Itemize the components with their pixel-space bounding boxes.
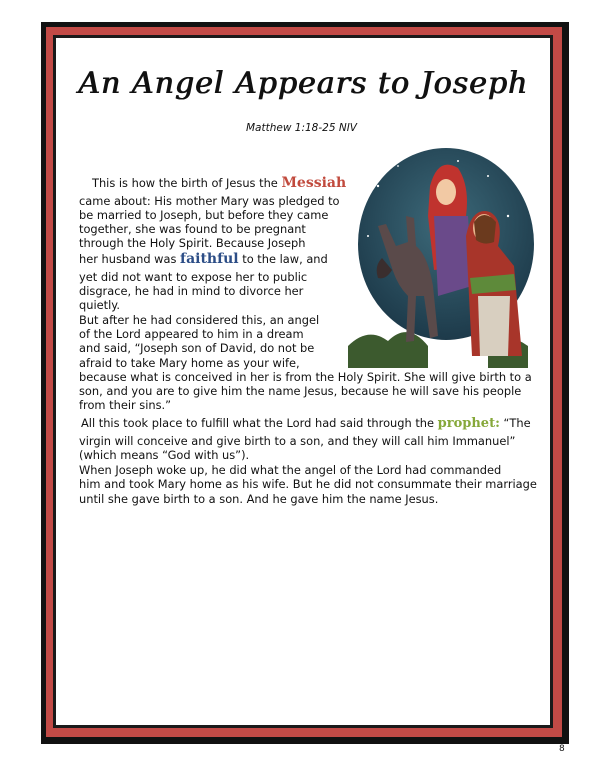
paragraph-line: quietly. (79, 298, 120, 312)
keyword-messiah: Messiah (281, 175, 347, 191)
paragraph-line: disgrace, he had in mind to divorce her (79, 284, 304, 298)
keyword-faithful: faithful (180, 251, 239, 267)
paragraph-line: yet did not want to expose her to public (79, 270, 308, 284)
paragraph-line: This is how the birth of Jesus the Messiah (92, 175, 347, 191)
paragraph-line: When Joseph woke up, he did what the angel of the Lord had commanded (79, 463, 502, 477)
paragraph-line: together, she was found to be pregnant (79, 222, 306, 236)
paragraph-line: him and took Mary home as his wife. But he did not consummate their marriage (79, 477, 537, 491)
paragraph-line: be married to Joseph, but before they came (79, 208, 329, 222)
joseph-mary-donkey-illustration (338, 146, 534, 368)
page-title: An Angel Appears to Joseph (78, 66, 528, 101)
paragraph-line: virgin will conceive and give birth to a son, and they will call him Immanuel” (79, 434, 516, 448)
paragraph-line: But after he had considered this, an angel (79, 313, 320, 327)
page-number: 8 (559, 744, 565, 754)
paragraph-line: (which means “God with us”). (79, 448, 250, 462)
keyword-prophet: prophet: (437, 416, 500, 431)
paragraph-line: of the Lord appeared to him in a dream (79, 327, 304, 341)
scripture-reference: Matthew 1:18-25 NIV (246, 122, 357, 134)
paragraph-line: and said, “Joseph son of David, do not be (79, 341, 315, 355)
paragraph-line: All this took place to fulfill what the Lord had said through the prophet: “The (81, 416, 531, 431)
paragraph-line: from their sins.” (79, 398, 172, 412)
paragraph-line: until she gave birth to a son. And he gave him the name Jesus. (79, 492, 439, 506)
paragraph-line: came about: His mother Mary was pledged to (79, 194, 340, 208)
paragraph-line: through the Holy Spirit. Because Joseph (79, 236, 306, 250)
paragraph-line: afraid to take Mary home as your wife, (79, 356, 300, 370)
paragraph-line: her husband was faithful to the law, and (79, 251, 328, 267)
paragraph-line: son, and you are to give him the name Jesus, because he will save his people (79, 384, 522, 398)
paragraph-line: because what is conceived in her is from the Holy Spirit. She will give birth to a (79, 370, 532, 384)
